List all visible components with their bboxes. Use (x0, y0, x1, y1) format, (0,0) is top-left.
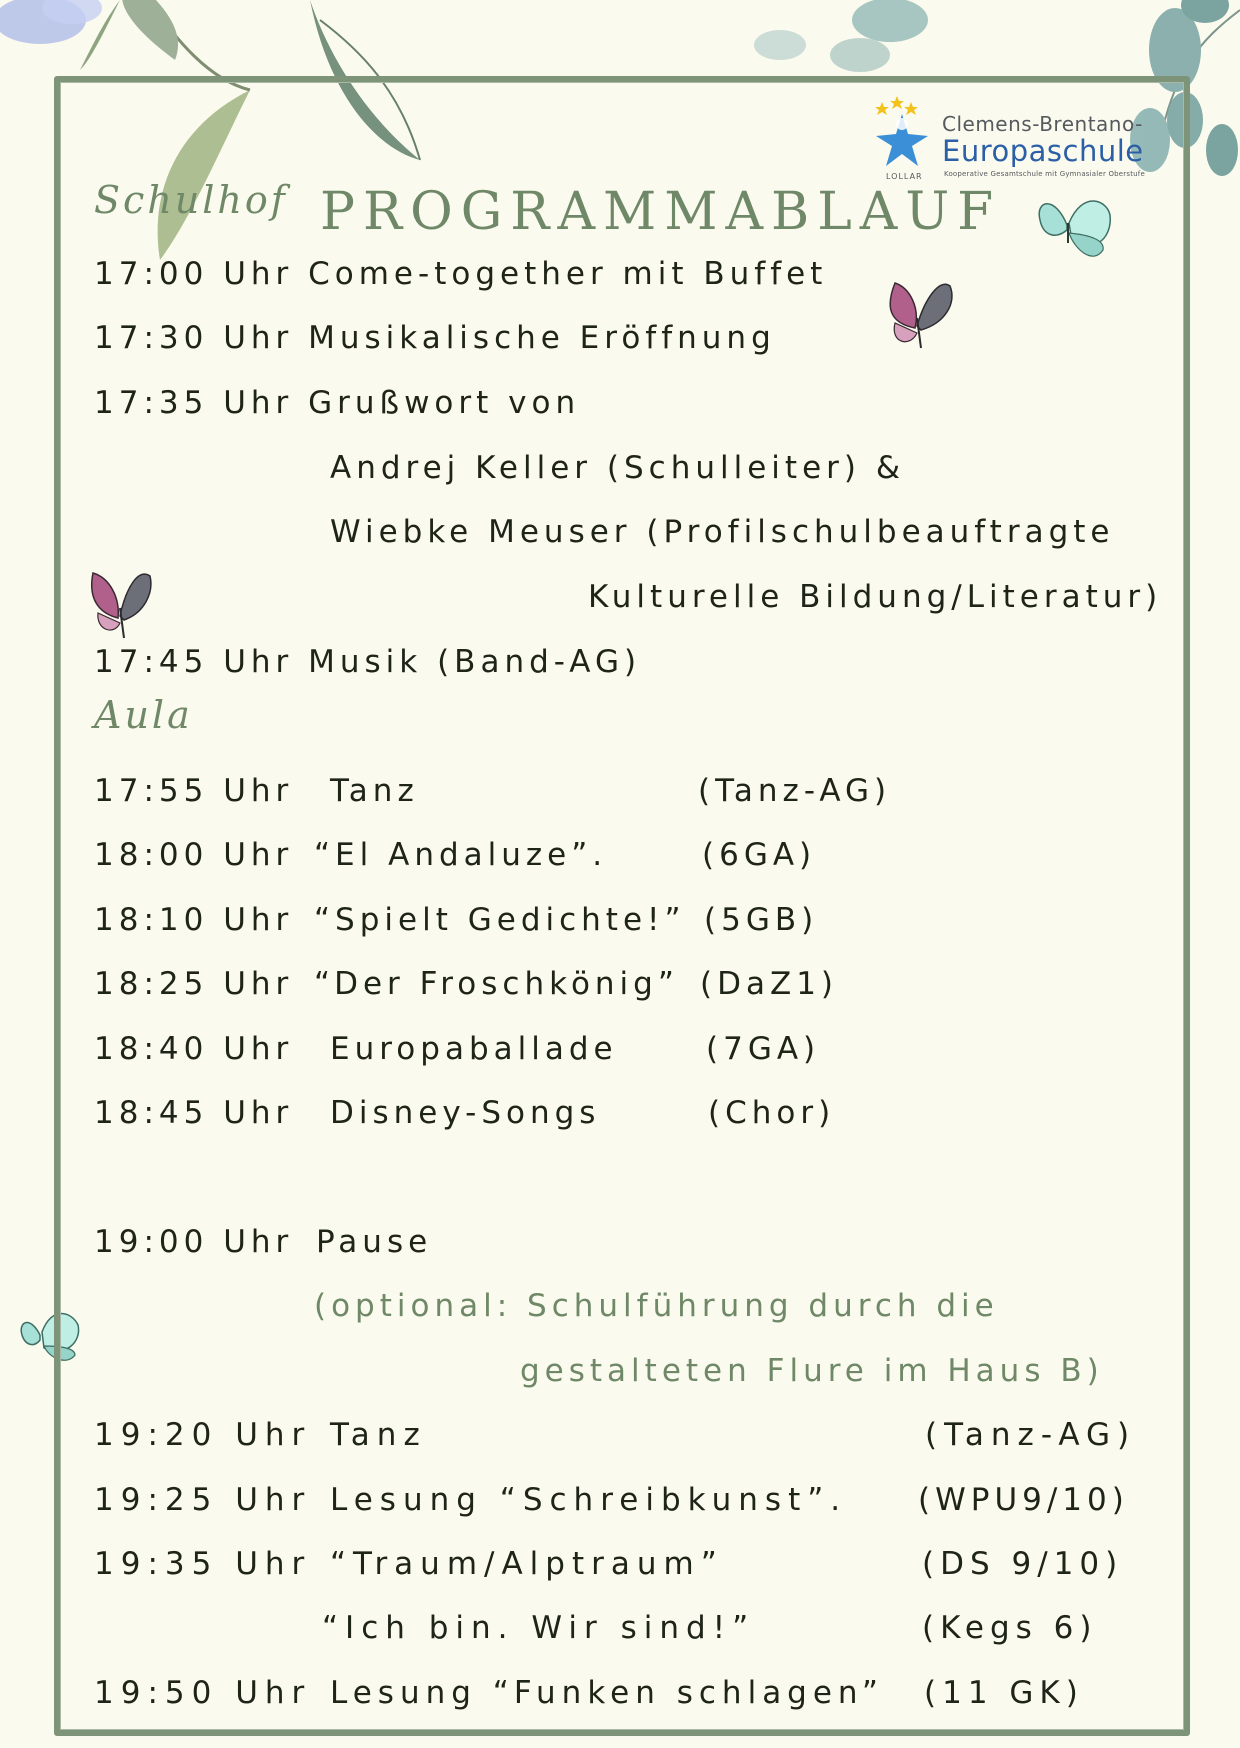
program-line: Andrej Keller (Schulleiter) & (330, 450, 906, 486)
row-group: (WPU9/10) (918, 1482, 1129, 1518)
row-time: 19:20 Uhr (94, 1417, 312, 1453)
row-title: “El Andaluze”. (314, 837, 608, 873)
row-group: (Tanz-AG) (698, 773, 892, 809)
program-line: 17:35 Uhr Grußwort von (94, 385, 581, 421)
row-title: Lesung “Funken schlagen” (330, 1675, 884, 1711)
logo-location: LOLLAR (886, 172, 923, 181)
school-logo (870, 94, 1150, 184)
section-label-schulhof: Schulhof (94, 178, 288, 222)
row-group: (Kegs 6) (922, 1610, 1098, 1646)
row-title: “Der Froschkönig” (314, 966, 679, 1002)
row-title: Disney-Songs (330, 1095, 601, 1131)
row-group: (7GA) (706, 1031, 821, 1067)
logo-line1: Clemens-Brentano- (942, 112, 1143, 136)
pause-note: gestalteten Flure im Haus B) (520, 1353, 1104, 1389)
star-figure-logo-icon (870, 94, 936, 180)
row-group: (DaZ1) (700, 966, 839, 1002)
row-time: 19:25 Uhr (94, 1482, 312, 1518)
program-line: 17:30 Uhr Musikalische Eröffnung (94, 320, 776, 356)
row-title: “Traum/Alptraum” (330, 1546, 724, 1582)
row-group: (Tanz-AG) (925, 1417, 1137, 1453)
section-label-aula: Aula (94, 693, 193, 737)
row-group: (6GA) (702, 837, 817, 873)
row-group: (11 GK) (924, 1675, 1084, 1711)
row-title: Tanz (330, 1417, 427, 1453)
flower-corner-icon (0, 0, 102, 44)
row-time: 19:35 Uhr (94, 1546, 312, 1582)
pause-label: Pause (316, 1224, 433, 1260)
row-title: “Spielt Gedichte!” (314, 902, 686, 938)
program-line: Wiebke Meuser (Profilschulbeauftragte (330, 514, 1115, 550)
program-line: 17:00 Uhr Come-together mit Buffet (94, 256, 828, 292)
row-time: 18:10 Uhr (94, 902, 294, 938)
program-line: 17:45 Uhr Musik (Band-AG) (94, 644, 642, 680)
row-time: 17:55 Uhr (94, 773, 294, 809)
pause-time: 19:00 Uhr (94, 1224, 294, 1260)
row-title: Lesung “Schreibkunst”. (330, 1482, 848, 1518)
row-title: Europaballade (330, 1031, 618, 1067)
page-title: PROGRAMMABLAUF (320, 182, 1002, 242)
row-time: 18:00 Uhr (94, 837, 294, 873)
row-group: (Chor) (708, 1095, 836, 1131)
row-title: “Ich bin. Wir sind!” (322, 1610, 756, 1646)
row-time: 18:25 Uhr (94, 966, 294, 1002)
pause-note: (optional: Schulführung durch die (314, 1288, 999, 1324)
row-group: (5GB) (704, 902, 819, 938)
row-title: Tanz (330, 773, 419, 809)
row-group: (DS 9/10) (922, 1546, 1124, 1582)
program-line: Kulturelle Bildung/Literatur) (588, 579, 1163, 615)
row-time: 18:45 Uhr (94, 1095, 294, 1131)
row-time: 18:40 Uhr (94, 1031, 294, 1067)
logo-subtitle: Kooperative Gesamtschule mit Gymnasialer Oberstufe (944, 170, 1145, 178)
logo-line2: Europaschule (942, 134, 1144, 168)
row-time: 19:50 Uhr (94, 1675, 312, 1711)
